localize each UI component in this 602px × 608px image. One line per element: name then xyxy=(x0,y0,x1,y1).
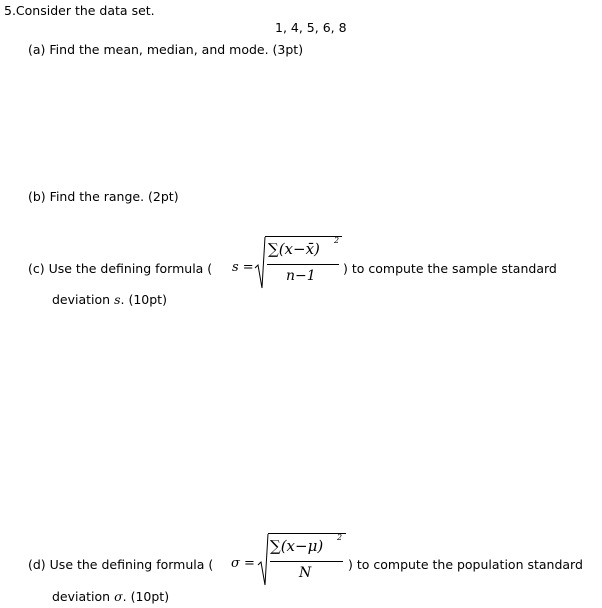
part-b: (b) Find the range. (2pt) xyxy=(28,189,179,204)
formula-exponent: 2 xyxy=(337,533,343,542)
part-d-text-2: ) to compute the population standard xyxy=(348,557,583,572)
symbol-s: s xyxy=(114,292,121,307)
part-c-line2: deviation xyxy=(52,292,115,307)
formula-numerator: ∑(x−μ) xyxy=(270,537,324,555)
sqrt-icon xyxy=(257,533,269,587)
part-a: (a) Find the mean, median, and mode. (3pt) xyxy=(28,42,304,57)
part-c-points: . (10pt) xyxy=(120,292,167,307)
formula-denominator: N xyxy=(299,565,312,581)
symbol-sigma: σ xyxy=(114,589,123,604)
question-title: 5.Consider the data set. xyxy=(4,3,155,18)
sqrt-icon xyxy=(254,236,266,290)
formula-lhs: s = xyxy=(232,260,254,275)
part-d-line2: deviation xyxy=(52,589,115,604)
formula-denominator: n−1 xyxy=(286,268,316,284)
formula-numerator: ∑(x−x̄) xyxy=(268,240,320,258)
part-d-points: . (10pt) xyxy=(122,589,170,604)
part-c-text: (c) Use the defining formula ( xyxy=(28,261,213,276)
formula-exponent: 2 xyxy=(334,236,340,245)
part-d-text: (d) Use the defining formula ( xyxy=(28,557,214,572)
part-c-text-2: ) to compute the sample standard xyxy=(343,261,557,276)
data-values: 1, 4, 5, 6, 8 xyxy=(275,20,347,35)
formula-lhs: σ = xyxy=(231,556,255,571)
